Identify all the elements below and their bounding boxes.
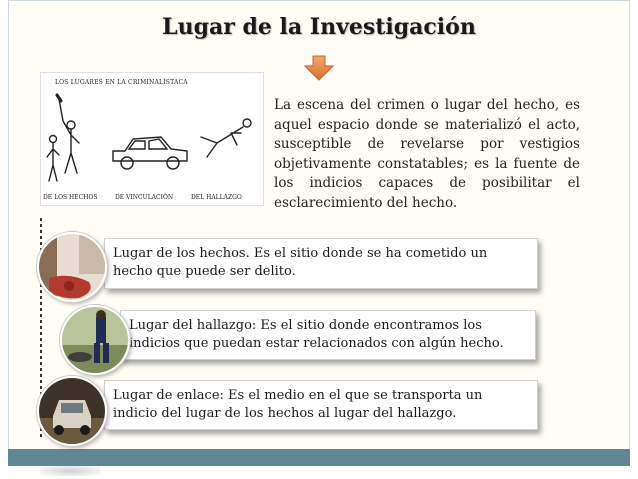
item-box-lugar-hechos: [104, 238, 538, 289]
photo-lugar-enlace: [37, 376, 107, 446]
photo-lugar-hallazgo: [60, 305, 130, 375]
footer-band: [8, 449, 630, 466]
illustration-label-hallazgo: DEL HALLAZGO: [191, 194, 242, 201]
slide-title: Lugar de la Investigación: [162, 14, 476, 40]
item-text-lugar-hallazgo: Lugar del hallazgo: Es el sitio donde encontramos los indicios que puedan estar relacionados con algún hecho.: [129, 318, 504, 351]
down-arrow-icon: [304, 55, 334, 81]
crime-scene-description: La escena del crimen o lugar del hecho, es aquel espacio donde se materializó el acto, susceptible de revelarse por vestigios objetivamente constatables; es la fuente de los indicios capaces de posibilitar el esclarecimiento del hecho.: [274, 97, 580, 211]
illustration-label-hechos: DE LOS HECHOS: [43, 194, 98, 201]
item-box-lugar-enlace: [104, 380, 538, 430]
crime-scene-drawing: [41, 73, 263, 205]
photo-lugar-hechos: [37, 232, 107, 302]
illustration-caption: LOS LUGARES EN LA CRIMINALÍSTACA: [55, 79, 188, 86]
item-box-lugar-hallazgo: [120, 310, 536, 360]
item-text-lugar-hechos: Lugar de los hechos. Es el sitio donde se ha cometido un hecho que puede ser delito.: [113, 246, 488, 279]
crime-places-illustration: [40, 72, 264, 206]
item-text-lugar-enlace: Lugar de enlace: Es el medio en el que se transporta un indicio del lugar de los hechos al lugar del hallazgo.: [113, 388, 483, 421]
illustration-label-vinculacion: DE VINCULACIÓN: [115, 194, 174, 201]
footer-shadow: [40, 466, 100, 476]
